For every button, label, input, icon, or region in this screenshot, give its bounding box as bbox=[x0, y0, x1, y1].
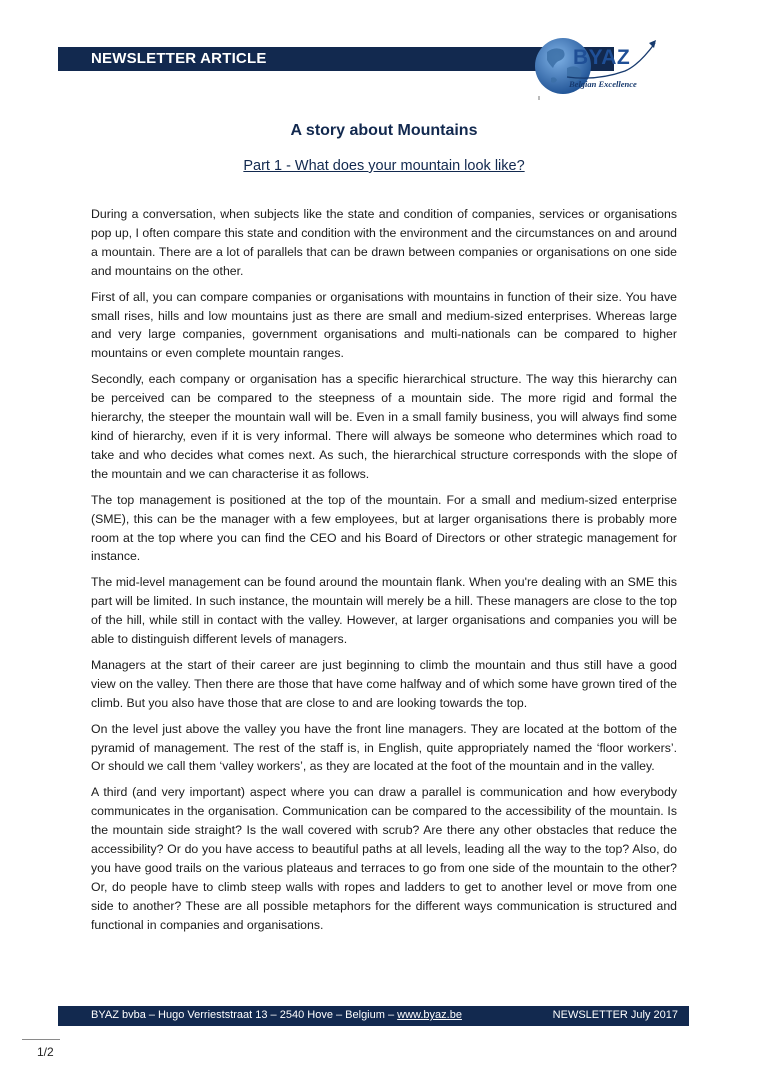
paragraph: Managers at the start of their career are just beginning to climb the mountain and thus still have a good view on the valley. Then there are those that have come halfway and of which some have grown tired of the climb. But you also have those that are close to and are looking towards the top. bbox=[91, 657, 677, 710]
header-bar bbox=[58, 47, 614, 71]
article-body bbox=[91, 205, 677, 942]
footer-bar bbox=[58, 1006, 689, 1026]
header-title: NEWSLETTER ARTICLE bbox=[91, 50, 267, 67]
paragraph: During a conversation, when subjects like the state and condition of companies, services or organisations pop up, I often compare this state and condition with the environment and the circumstances on and around a mountain. There are a lot of parallels that can be drawn between companies or organisations on one side and mountains on the other. bbox=[91, 207, 677, 278]
paragraph: First of all, you can compare companies or organisations with mountains in function of their size. You have small rises, hills and low mountains just as there are small and medium-sized enterprises. Whereas large and very large companies, government organisations and multi-nationals can be compared to higher mountains or even complete mountain ranges. bbox=[91, 289, 677, 361]
footer-address: BYAZ bvba – Hugo Verrieststraat 13 – 2540 Hove – Belgium – bbox=[91, 1009, 398, 1021]
article-subtitle: Part 1 - What does your mountain look like? bbox=[243, 158, 525, 174]
logo-tagline: Belgian Excellence bbox=[569, 79, 637, 89]
logo-text: BYAZ bbox=[573, 46, 631, 69]
paragraph: On the level just above the valley you have the front line managers. They are located at the bottom of the pyramid of management. The rest of the staff is, in English, quite appropriately named the ‘floor workers’. Or should we call them ‘valley workers’, as they are located at the foot of the mountain and in the valley. bbox=[91, 721, 677, 774]
footer-edition: NEWSLETTER July 2017 bbox=[552, 1009, 678, 1021]
paragraph: Secondly, each company or organisation has a specific hierarchical structure. The way this hierarchy can be perceived can be compared to the steepness of a mountain side. The more rigid and formal the hierarchy, the steeper the mountain wall will be. Even in a small family business, you will always find some kind of hierarchy, even if it is very informal. There will always be someone who determines which road to take and who decides what comes next. As such, the hierarchical structure corresponds with the slope of the mountain and we can characterise it as follows. bbox=[91, 372, 677, 481]
byaz-logo bbox=[533, 28, 663, 100]
footer-address-line bbox=[91, 1009, 462, 1021]
page-number: 1/2 bbox=[37, 1045, 54, 1059]
paragraph: A third (and very important) aspect where you can draw a parallel is communication and how everybody communicates in the organisation. Communication can be compared to the accessibility of the mountain. Is the mountain side straight? Is the wall covered with scrub? Are there any other obstacles that reduce the accessibility? Or do you have access to beautiful paths at all levels, leading all the way to the top? Also, do you have good trails on the various plateaus and terraces to go from one side of the mountain to the other? Or, do people have to climb steep walls with ropes and ladders to get to another level or move from one side to another? These are all possible metaphors for the different ways communication is structured and functional in companies and organisations. bbox=[91, 785, 677, 932]
paragraph: The mid-level management can be found around the mountain flank. When you're dealing with an SME this part will be limited. In such instance, the mountain will merely be a hill. These managers are close to the top of the hill, while still in contact with the valley. However, at larger organisations and companies you will be able to distinguish different levels of managers. bbox=[91, 575, 677, 647]
page-number-divider bbox=[22, 1039, 60, 1040]
article-title: A story about Mountains bbox=[290, 122, 478, 139]
website-link[interactable]: www.byaz.be bbox=[397, 1009, 462, 1021]
paragraph: The top management is positioned at the top of the mountain. For a small and medium-sized enterprise (SME), this can be the manager with a few employees, but at larger organisations there is probably more room at the top where you can find the CEO and his Board of Directors or other strategic management for instance. bbox=[91, 492, 677, 564]
